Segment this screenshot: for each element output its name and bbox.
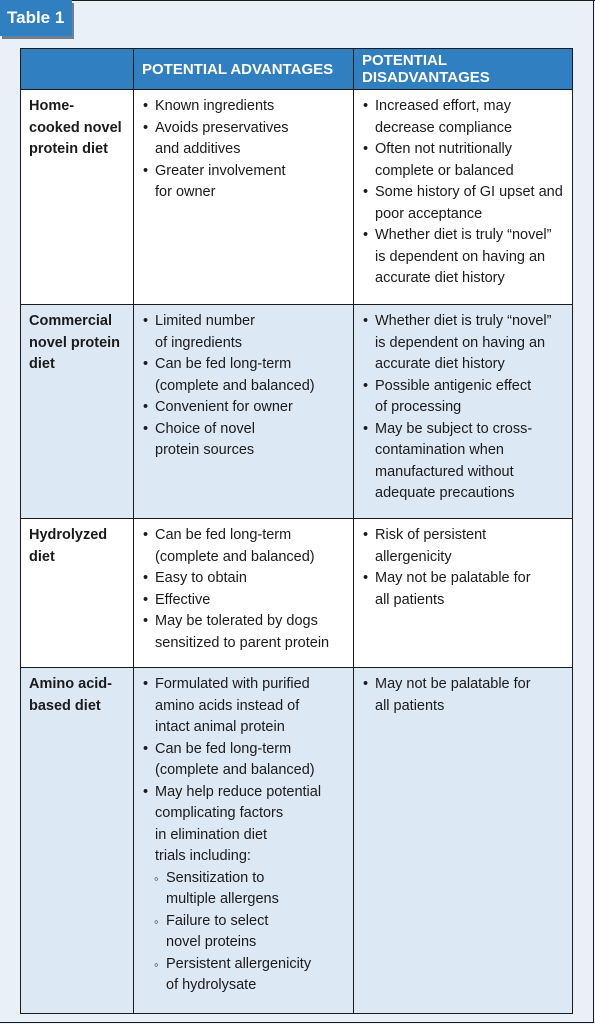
row-name: Commercial novel protein diet [29,313,121,372]
list-item: • Limited number of ingredients [142,311,347,354]
disadvantages-cell [353,305,572,518]
disadvantages-cell [353,668,572,1013]
table-row-commercial [21,305,572,519]
disadvantages-cell [353,90,572,304]
advantages-cell [133,519,353,667]
list-item: • Often not nutritionally complete or balanced [362,139,566,182]
list-item: • Some history of GI upset and poor acceptance [362,182,566,225]
comparison-table [20,48,573,1014]
list-item: • Can be fed long-term (complete and balanced) [142,525,347,568]
list-item: • Increased effort, may decrease compliance [362,96,566,139]
list-item: • Can be fed long-term (complete and balanced) [142,739,347,782]
header-blank [21,49,133,89]
list-item: • May be tolerated by dogs sensitized to parent protein [142,611,347,654]
list-item: • Whether diet is truly “novel” is dependent on having an accurate diet history [362,311,566,376]
list-item: • May not be palatable for all patients [362,674,566,717]
top-rule [72,0,595,1]
advantages-cell [133,305,353,518]
list-item: • Formulated with purified amino acids instead of intact animal protein [142,674,347,739]
disadvantages-cell [353,519,572,667]
list-item: • Convenient for owner [142,397,347,419]
advantages-cell [133,668,353,1013]
list-item: • Choice of novel protein sources [142,419,347,462]
sub-list-item: ◦ Sensitization to multiple allergens [142,868,347,911]
list-item: • Effective [142,590,347,612]
list-item: • Known ingredients [142,96,347,118]
sub-list-item: ◦ Persistent allergenicity of hydrolysate [142,954,347,997]
table-header [21,49,572,90]
list-item: • Greater involvement for owner [142,161,347,204]
row-name: Hydrolyzed diet [29,527,108,565]
list-item: • Can be fed long-term (complete and balanced) [142,354,347,397]
list-item: • May be subject to cross- contamination when manufactured without adequate precautions [362,419,566,505]
sub-list-item: ◦ Failure to select novel proteins [142,911,347,954]
list-item: • May not be palatable for all patients [362,568,566,611]
list-item: • Whether diet is truly “novel” is dependent on having an accurate diet history [362,225,566,290]
list-item: • Avoids preservatives and additives [142,118,347,161]
header-advantages: POTENTIAL ADVANTAGES [133,49,353,89]
list-item: • Easy to obtain [142,568,347,590]
row-name: Home- cooked novel protein diet [29,98,122,157]
table-row-amino-acid [21,668,572,1013]
list-item: • Possible antigenic effect of processing [362,376,566,419]
advantages-cell [133,90,353,304]
header-disadvantages: POTENTIAL DISADVANTAGES [353,49,572,89]
table-row-home-cooked [21,90,572,305]
list-item: • Risk of persistent allergenicity [362,525,566,568]
row-name: Amino acid- based diet [29,676,112,714]
table-label: Table 1 [0,0,72,36]
list-item: • May help reduce potential complicating factors in elimination diet trials including: ◦ Sensitization to multiple allergens ◦ Failure to select novel proteins ◦ Persistent allergenicity of hydrolysate [142,782,347,997]
table-row-hydrolyzed [21,519,572,668]
